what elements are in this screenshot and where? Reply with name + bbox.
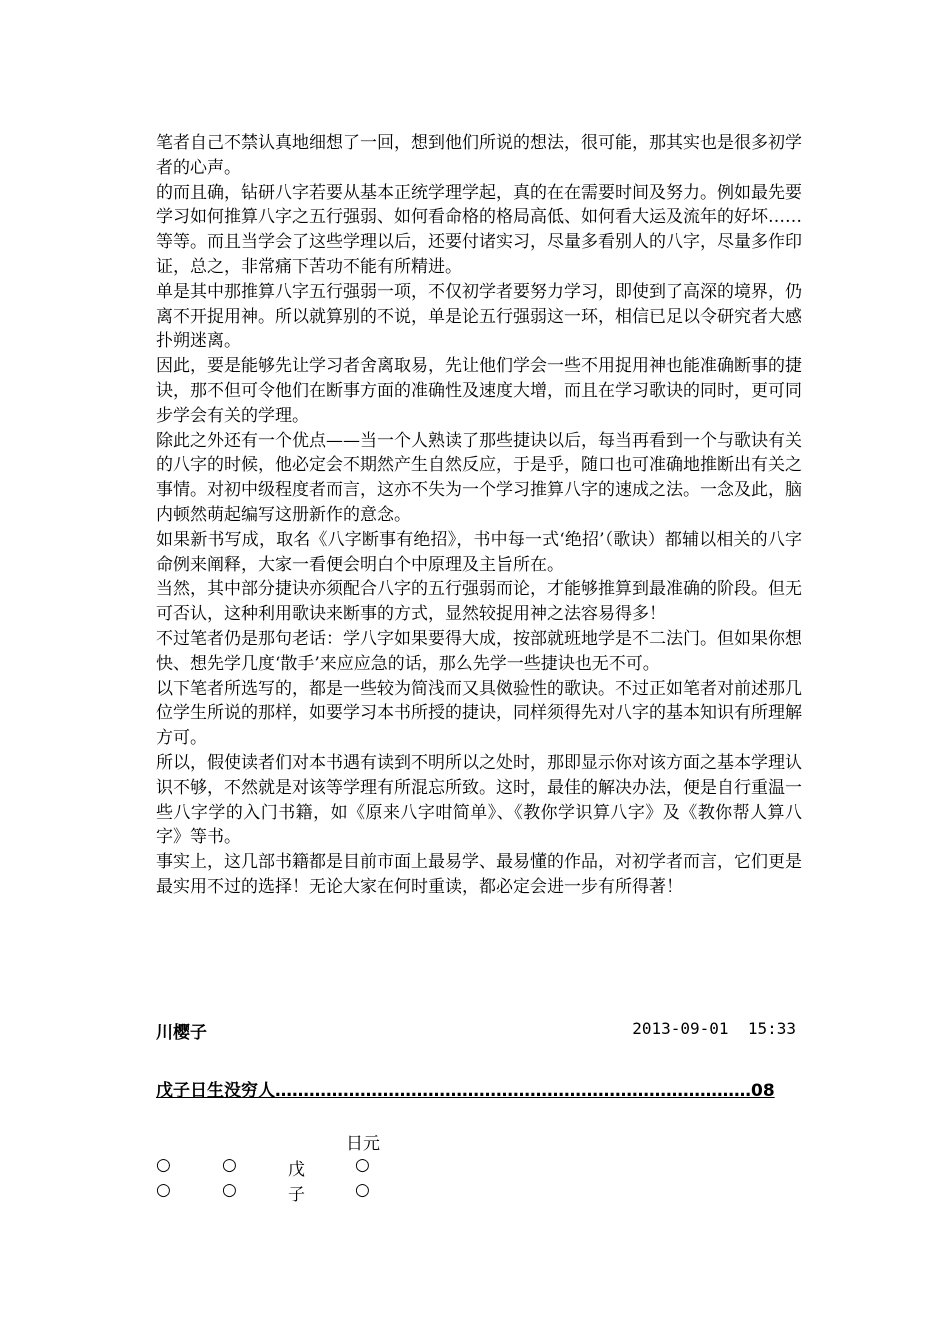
paragraph: 除此之外还有一个优点——当一个人熟读了那些捷诀以后，每当再看到一个与歌诀有关的八字的时候，他必定会不期然产生自然反应，于是乎，随口也可准确地推断出有关之事情。对初中级程度者而言，这亦不失为一个学习推算八字的速成之法。一念及此，脑内顿然萌起编写这册新作的意念。 bbox=[156, 430, 802, 525]
paragraph: 所以，假使读者们对本书遇有读到不明所以之处时，那即显示你对该方面之基本学理认识不够，不然就是对该等学理有所混忘所致。这时，最佳的解决办法，便是自行重温一些八字学的入门书籍，如《原来八字咁简单》、《教你学识算八字》及《教你帮人算八字》等书。 bbox=[156, 752, 802, 848]
paragraph: 当然，其中部分捷诀亦须配合八字的五行强弱而论，才能够推算到最准确的阶段。但无可否认，这种利用歌诀来断事的方式，显然较捉用神之法容易得多！ bbox=[156, 579, 802, 625]
author-name: 川樱子 bbox=[156, 1023, 207, 1043]
pillar-cell: 戊 bbox=[288, 1160, 305, 1180]
paragraph: 如果新书写成，取名《八字断事有绝招》，书中每一式‘绝招’（歌诀）都辅以相关的八字命例来阐释，大家一看便会明白个中原理及主旨所在。 bbox=[156, 529, 802, 575]
paragraph: 不过笔者仍是那句老话：学八字如果要得大成，按部就班地学是不二法门。但如果你想快、想先学几度‘散手’来应应急的话，那么先学一些捷诀也无不可。 bbox=[156, 628, 802, 674]
paragraph: 事实上，这几部书籍都是目前市面上最易学、最易懂的作品，对初学者而言，它们更是最实用不过的选择！无论大家在何时重读，都必定会进一步有所得著！ bbox=[156, 852, 802, 897]
pillar-cell: ○ bbox=[156, 1180, 171, 1200]
pillar-cell: ○ bbox=[156, 1155, 171, 1175]
paragraph: 因此，要是能够先让学习者舍离取易，先让他们学会一些不用捉用神也能准确断事的捷诀，那不但可令他们在断事方面的准确性及速度大增，而且在学习歌诀的同时，更可同步学会有关的学理。 bbox=[156, 356, 802, 426]
post-datetime: 2013-09-01 15:33 bbox=[632, 1019, 796, 1038]
pillar-cell: ○ bbox=[222, 1155, 237, 1175]
pillar-cell: ○ bbox=[222, 1180, 237, 1200]
paragraph: 单是其中那推算八字五行强弱一项，不仅初学者要努力学习，即使到了高深的境界，仍离不开捉用神。所以就算别的不说，单是论五行强弱这一环，相信已足以令研究者大感扑朔迷离。 bbox=[156, 281, 802, 352]
article-body bbox=[156, 131, 802, 900]
day-master-label: 日元 bbox=[346, 1134, 380, 1154]
earthly-branches-row bbox=[156, 1180, 416, 1204]
paragraph: 笔者自己不禁认真地细想了一回，想到他们所说的想法，很可能，那其实也是很多初学者的心声。 bbox=[156, 133, 802, 178]
pillar-cell: ○ bbox=[355, 1155, 370, 1175]
signature-row bbox=[156, 1018, 802, 1044]
paragraph: 以下笔者所选写的，都是一些较为简浅而又具傚验性的歌诀。不过正如笔者对前述那几位学生所说的那样，如要学习本书所授的捷诀，同样须得先对八字的基本知识有所理解方可。 bbox=[156, 678, 802, 749]
section-title: 戊子日生没穷人…………………………………………………………………………08 bbox=[156, 1081, 775, 1101]
pillar-cell: 子 bbox=[288, 1185, 305, 1205]
heavenly-stems-row bbox=[156, 1155, 416, 1179]
pillar-cell: ○ bbox=[355, 1180, 370, 1200]
paragraph: 的而且确，钻研八字若要从基本正统学理学起，真的在在需要时间及努力。例如最先要学习如何推算八字之五行强弱、如何看命格的格局高低、如何看大运及流年的好坏……等等。而且当学会了这些学理以后，还要付诸实习，尽量多看别人的八字，尽量多作印证，总之，非常痛下苦功不能有所精进。 bbox=[156, 182, 802, 277]
